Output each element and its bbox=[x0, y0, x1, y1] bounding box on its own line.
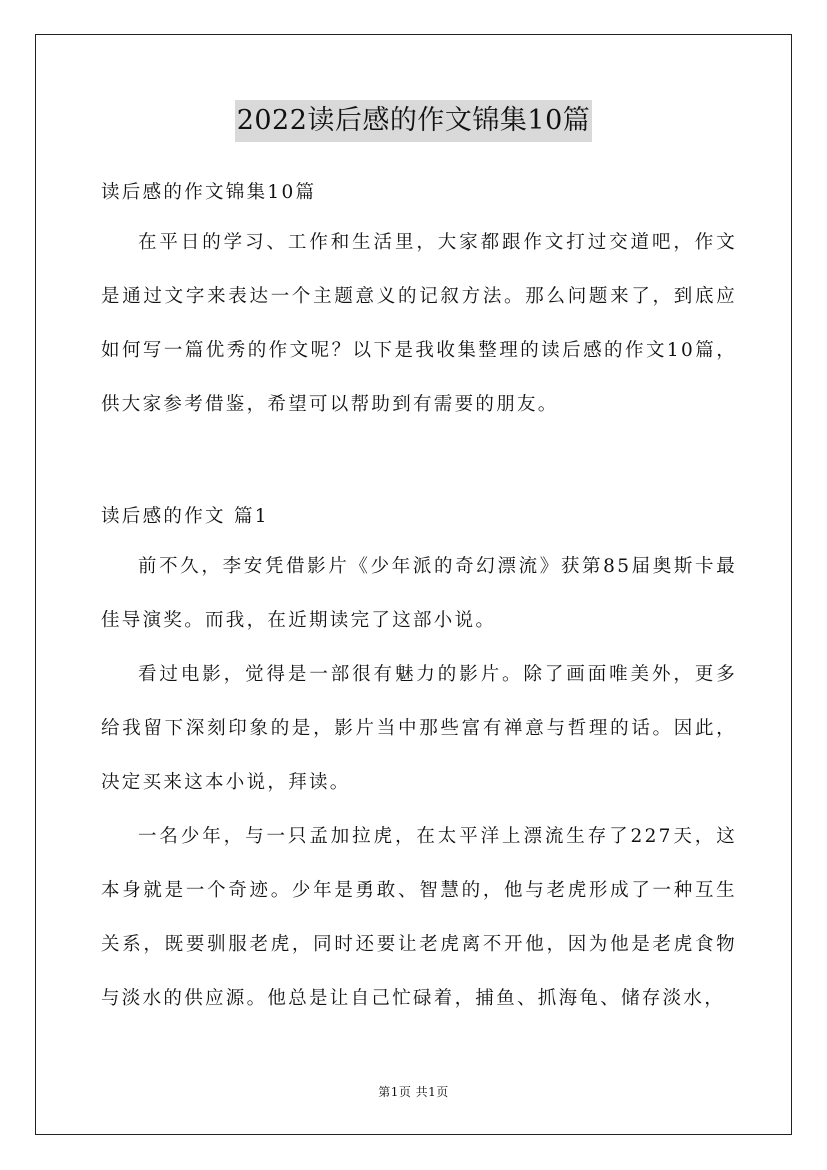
page-footer: 第1页 共1页 bbox=[378, 1085, 449, 1099]
document-title: 2022读后感的作文锦集10篇 bbox=[235, 100, 593, 142]
body-paragraph: 前不久，李安凭借影片《少年派的奇幻漂流》获第85届奥斯卡最佳导演奖。而我，在近期读完了这部小说。 bbox=[101, 556, 737, 631]
section-heading: 读后感的作文 篇1 bbox=[101, 506, 269, 527]
document-body bbox=[101, 170, 737, 1026]
document-subtitle: 读后感的作文锦集10篇 bbox=[101, 182, 317, 203]
title-container bbox=[0, 100, 827, 142]
intro-paragraph: 在平日的学习、工作和生活里，大家都跟作文打过交道吧，作文是通过文字来表达一个主题意义的记叙方法。那么问题来了，到底应如何写一篇优秀的作文呢？以下是我收集整理的读后感的作文10篇，供大家参考借鉴，希望可以帮助到有需要的朋友。 bbox=[101, 232, 737, 415]
section-spacer bbox=[101, 432, 737, 494]
body-paragraph: 一名少年，与一只孟加拉虎，在太平洋上漂流生存了227天，这本身就是一个奇迹。少年是勇敢、智慧的，他与老虎形成了一种互生关系，既要驯服老虎，同时还要让老虎离不开他，因为他是老虎食物与淡水的供应源。他总是让自己忙碌着，捕鱼、抓海龟、储存淡水， bbox=[101, 826, 737, 1009]
body-paragraph: 看过电影，觉得是一部很有魅力的影片。除了画面唯美外，更多给我留下深刻印象的是，影片当中那些富有禅意与哲理的话。因此，决定买来这本小说，拜读。 bbox=[101, 664, 737, 793]
